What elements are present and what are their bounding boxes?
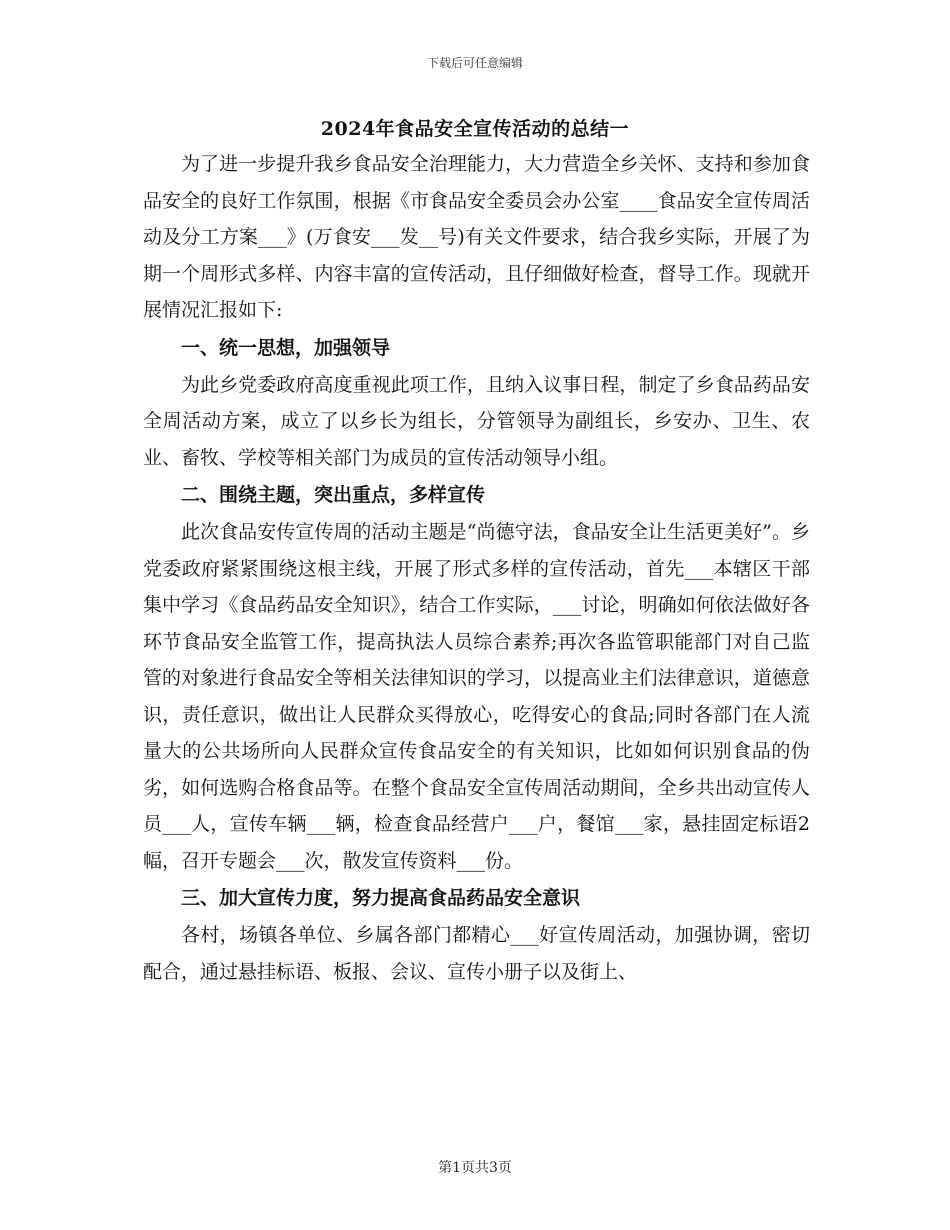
intro-paragraph: 为了进一步提升我乡食品安全治理能力，大力营造全乡关怀、支持和参加食品安全的良好工作氛围，根据《市食品安全委员会办公室____食品安全宣传周活动及分工方案___》(万食安___发__号)有关文件要求，结合我乡实际，开展了为期一个周形式多样、内容丰富的宣传活动，且仔细做好检查，督导工作。现就开展情况汇报如下: bbox=[143, 153, 810, 321]
section-2-paragraph: 此次食品安传宣传周的活动主题是“尚德守法，食品安全让生活更美好”。乡党委政府紧紧围绕这根主线，开展了形式多样的宣传活动，首先___本辖区干部集中学习《食品药品安全知识》，结合工作实际，___讨论，明确如何依法做好各环节食品安全监管工作，提高执法人员综合素养;再次各监管职能部门对自己监管的对象进行食品安全等相关法律知识的学习，以提高业主们法律意识，道德意识，责任意识，做出让人民群众买得放心，吃得安心的食品;同时各部门在人流量大的公共场所向人民群众宣传食品安全的有关知识，比如如何识别食品的伪劣，如何选购合格食品等。在整个食品安全宣传周活动期间，全乡共出动宣传人员___人，宣传车辆___辆，检查食品经营户___户，餐馆___家，悬挂固定标语2幅，召开专题会___次，散发宣传资料___份。 bbox=[143, 521, 810, 872]
document-title: 2024年食品安全宣传活动的总结一 bbox=[320, 118, 630, 140]
section-1-heading: 一、统一思想，加强领导 bbox=[181, 336, 391, 359]
section-1-paragraph: 为此乡党委政府高度重视此项工作，且纳入议事日程，制定了乡食品药品安全周活动方案，成立了以乡长为组长，分管领导为副组长，乡安办、卫生、农业、畜牧、学校等相关部门为成员的宣传活动领导小组。 bbox=[143, 373, 810, 469]
section-3-heading: 三、加大宣传力度，努力提高食品药品安全意识 bbox=[181, 887, 581, 909]
document-body bbox=[143, 146, 810, 990]
page-footer: 第1页共3页 bbox=[438, 1160, 512, 1176]
section-2-heading: 二、围绕主题，突出重点，多样宣传 bbox=[181, 484, 486, 506]
header-note: 下载后可任意编辑 bbox=[426, 56, 523, 70]
section-3-paragraph: 各村，场镇各单位、乡属各部门都精心___好宣传周活动，加强协调，密切配合，通过悬挂标语、板报、会议、宣传小册子以及街上、 bbox=[143, 924, 810, 983]
